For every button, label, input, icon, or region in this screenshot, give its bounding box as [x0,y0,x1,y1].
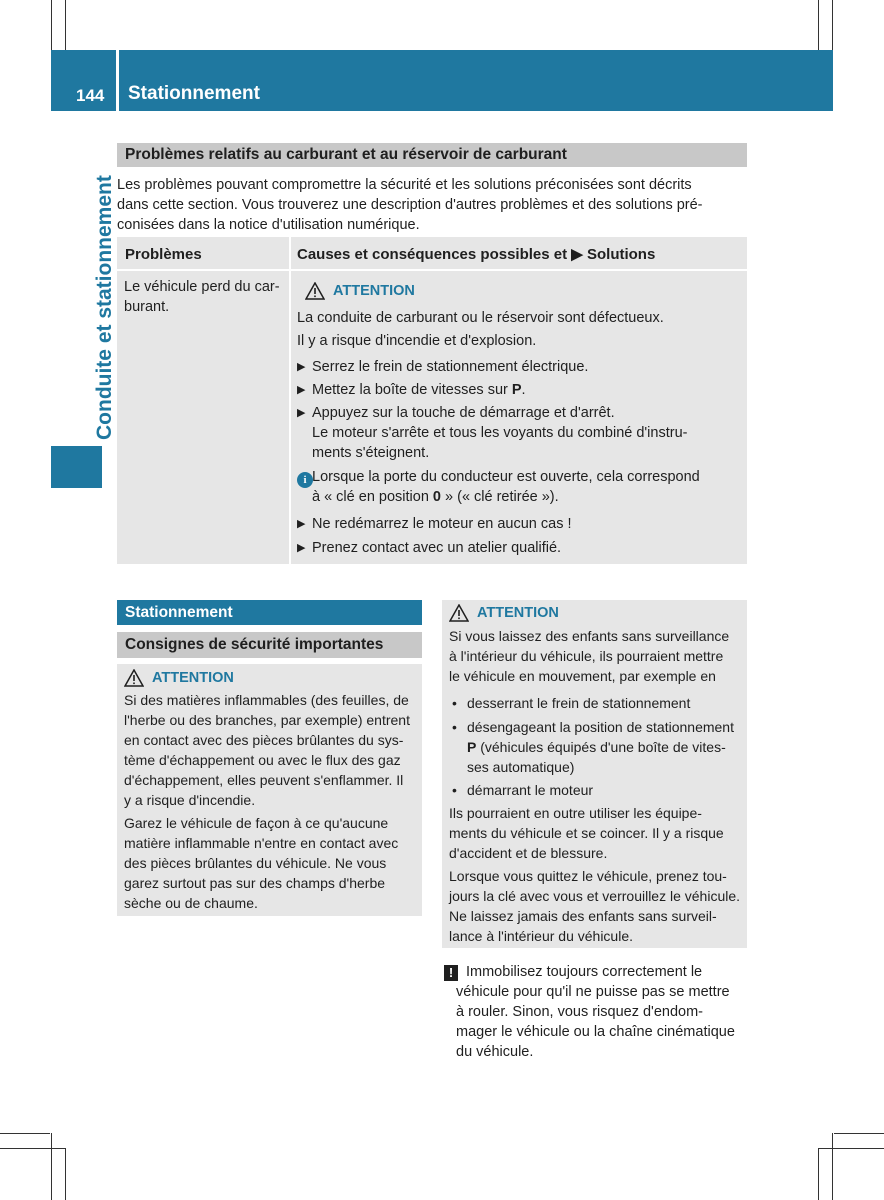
intro-line: Les problèmes pouvant compromettre la sécurité et les solutions préconisées sont décrits [117,177,692,193]
warning-text: lance à l'intérieur du véhicule. [449,928,634,944]
step-result: Le moteur s'arrête et tous les voyants du combiné d'instru- [312,425,688,441]
section-intro [117,175,757,235]
crop-mark [834,1133,884,1134]
warning-header [449,603,745,623]
crop-mark [65,0,66,50]
crop-mark [65,1148,66,1200]
warning-text: matière inflammable n'entre en contact avec [124,835,399,851]
table-header-problems: Problèmes [125,246,202,263]
arrow-right-icon: ▶ [297,407,306,419]
notice-text: véhicule pour qu'il ne puisse pas se mettre [456,984,730,1000]
warning-text: Ne laissez jamais des enfants sans surveil- [449,908,717,924]
step-text: Serrez le frein de stationnement électrique. [312,359,589,375]
step-text: Appuyez sur la touche de démarrage et d'arrêt. [312,405,615,421]
solution-step [297,380,742,400]
warning-text: en contact avec des pièces brûlantes du sys- [124,732,404,748]
crop-mark [832,0,833,50]
crop-mark [51,1133,52,1200]
section-heading [117,600,422,625]
crop-mark [0,1133,50,1134]
warning-label: ATTENTION [152,670,234,686]
notice [444,962,749,1062]
crop-mark [818,0,819,50]
step-result: ments s'éteignent. [312,445,430,461]
list-text: ses automatique) [467,759,575,775]
step-text: Prenez contact avec un atelier qualifié. [312,540,562,556]
arrow-right-icon: ▶ [297,542,306,554]
warning-text: d'échappement, elles peuvent s'enflammer. Il [124,772,404,788]
exclamation-icon: ! [444,965,458,981]
warning-triangle-icon [449,604,469,622]
list-text-bold: P [467,739,477,755]
problem-cell [124,277,289,317]
list-text: désengageant la position de stationnement [467,719,734,735]
warning-content [124,668,420,913]
warning-text: Si des matières inflammables (des feuilles, de [124,692,409,708]
solution-step [297,357,742,377]
warning-text: des pièces brûlantes du véhicule. Ne vous [124,855,387,871]
crop-mark [832,1133,833,1200]
list-text: (véhicules équipés d'une boîte de vites- [476,739,726,755]
notice-text: mager le véhicule ou la chaîne cinématique [456,1024,735,1040]
step-text-bold: P [511,382,522,398]
table-row-divider [117,269,747,271]
warning-content [449,603,745,946]
warning-label: ATTENTION [333,283,415,299]
notice-text: à rouler. Sinon, vous risquez d'endom- [456,1004,703,1020]
step-text: . [521,382,526,398]
warning-triangle-icon [305,282,325,300]
warning-text: Si vous laissez des enfants sans surveillance [449,628,730,644]
table-column-divider [289,237,291,564]
crop-mark [818,1148,884,1149]
notice-text: Immobilisez toujours correctement le [466,964,703,980]
warning-text: y a risque d'incendie. [124,792,256,808]
intro-line: dans cette section. Vous trouverez une description d'autres problèmes et des solutions pré- [117,197,703,213]
warning-text: Ils pourraient en outre utiliser les équipe- [449,805,702,821]
warning-text: d'accident et de blessure. [449,845,608,861]
list-item [449,693,745,713]
info-icon: i [297,472,313,488]
subsection-heading-text: Consignes de sécurité importantes [125,636,384,653]
table-header [117,237,747,270]
list-text: démarrant le moteur [467,782,594,798]
warning-text: Garez le véhicule de façon à ce qu'aucune [124,815,389,831]
info-note [297,467,742,507]
warning-text: garez surtout pas sur des champs d'herbe [124,875,386,891]
solution-cell [297,280,742,558]
warning-header [124,668,420,688]
crop-mark [51,0,52,50]
warning-text: jours la clé avec vous et verrouillez le véhicule. [449,888,741,904]
warning-text: ments du véhicule et se coincer. Il y a risque [449,825,724,841]
arrow-right-icon: ▶ [297,518,306,530]
warning-header [305,280,742,302]
list-item [449,717,745,777]
bullet-icon: • [452,782,457,798]
info-text: à « clé en position [312,489,433,505]
section-heading [117,143,747,167]
crop-mark [0,1148,65,1149]
warning-text: le véhicule en mouvement, par exemple en [449,668,716,684]
info-text: Lorsque la porte du conducteur est ouverte, cela correspond [312,469,700,485]
bullet-icon: • [452,695,457,711]
notice-block [444,962,749,1062]
cause-text: La conduite de carburant ou le réservoir sont défectueux. [297,310,664,326]
section-heading-text: Stationnement [125,604,233,621]
step-text: Ne redémarrez le moteur en aucun cas ! [312,516,572,532]
warning-label: ATTENTION [477,605,559,621]
arrow-right-icon: ▶ [297,384,306,396]
list-text: desserrant le frein de stationnement [467,695,691,711]
step-text: Mettez la boîte de vitesses sur [312,382,512,398]
bullet-icon: • [452,719,457,735]
info-text-bold: 0 [432,489,441,505]
solution-step [297,514,742,534]
warning-text: Lorsque vous quittez le véhicule, prenez tou- [449,868,727,884]
solution-step [297,403,742,463]
warning-text: l'herbe ou des branches, par exemple) entrent [124,712,410,728]
chapter-tab-label: Conduite et stationnement [93,175,116,440]
table-header-causes: Causes et conséquences possibles et ▶ Solutions [297,246,656,263]
warning-text: sèche ou de chaume. [124,895,258,911]
page-title: Stationnement [128,83,260,104]
page-number: 144 [76,86,105,105]
chapter-tab-marker [51,446,102,488]
intro-line: conisées dans la notice d'utilisation numérique. [117,217,420,233]
subsection-heading [117,632,422,658]
list-item [449,780,745,800]
problem-line: Le véhicule perd du car- [124,279,280,295]
warning-triangle-icon [124,669,144,687]
crop-mark [818,1148,819,1200]
problem-line: burant. [124,299,170,315]
info-text: » (« clé retirée »). [441,489,559,505]
cause-text: Il y a risque d'incendie et d'explosion. [297,333,537,349]
warning-text: tème d'échappement ou avec le flux des gaz [124,752,401,768]
warning-text: à l'intérieur du véhicule, ils pourraient mettre [449,648,724,664]
notice-text: du véhicule. [456,1044,534,1060]
header-divider [116,50,119,111]
arrow-right-icon: ▶ [297,361,306,373]
solution-step [297,538,742,558]
section-heading-text: Problèmes relatifs au carburant et au réservoir de carburant [125,146,567,163]
